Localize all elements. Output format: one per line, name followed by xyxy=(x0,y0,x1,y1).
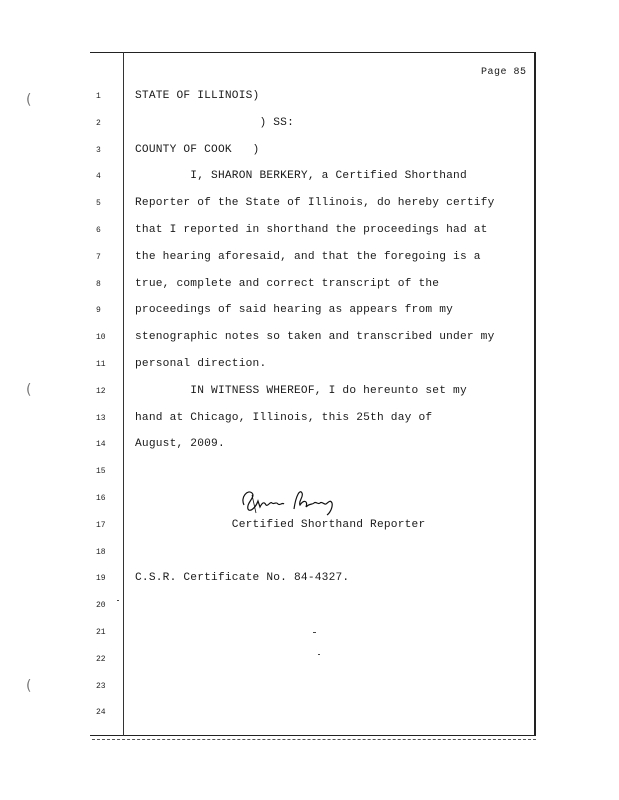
line-number: 5 xyxy=(96,199,101,209)
line-number: 17 xyxy=(96,520,106,530)
transcript-line: Reporter of the State of Illinois, do hereby certify xyxy=(135,197,495,210)
transcript-line: ) SS: xyxy=(135,116,295,129)
line-number: 2 xyxy=(96,118,101,128)
transcript-line: IN WITNESS WHEREOF, I do hereunto set my xyxy=(135,384,467,397)
line-number: 8 xyxy=(96,279,101,289)
hole-punch-mark-icon: ( xyxy=(26,92,32,108)
transcript-line: personal direction. xyxy=(135,358,267,370)
transcript-line: I, SHARON BERKERY, a Certified Shorthand xyxy=(135,170,467,183)
line-number: 6 xyxy=(96,226,101,235)
line-number: 24 xyxy=(96,708,106,718)
line-number: 16 xyxy=(96,494,106,503)
page-number: Page 85 xyxy=(481,67,527,78)
transcript-line: that I reported in shorthand the proceedings had at xyxy=(135,224,488,236)
transcript-line: hand at Chicago, Illinois, this 25th day of xyxy=(135,411,433,424)
line-number: 14 xyxy=(96,440,106,450)
transcript-line: stenographic notes so taken and transcribed under my xyxy=(135,331,495,344)
line-number: 4 xyxy=(96,172,101,182)
line-number: 20 xyxy=(96,601,106,611)
transcript-line: C.S.R. Certificate No. 84-4327. xyxy=(135,572,350,585)
line-number: 3 xyxy=(96,145,101,155)
line-number: 22 xyxy=(96,654,106,664)
line-number: 21 xyxy=(96,628,106,637)
transcript-line: August, 2009. xyxy=(135,438,225,451)
hole-punch-mark-icon: ( xyxy=(26,382,32,398)
line-number: 9 xyxy=(96,306,101,316)
signature-icon xyxy=(238,485,358,517)
line-number-margin-rule xyxy=(123,52,124,736)
transcript-line: the hearing aforesaid, and that the foregoing is a xyxy=(135,250,481,263)
line-number: 12 xyxy=(96,386,106,396)
line-number: 1 xyxy=(96,92,101,101)
line-number: 23 xyxy=(96,681,106,691)
line-number: 18 xyxy=(96,547,106,557)
hole-punch-mark-icon: ( xyxy=(26,678,32,694)
line-number: 7 xyxy=(96,252,101,262)
page-bottom-edge xyxy=(92,736,536,740)
transcript-line: STATE OF ILLINOIS) xyxy=(135,90,260,102)
line-number: 15 xyxy=(96,467,106,477)
transcript-line: true, complete and correct transcript of the xyxy=(135,277,440,290)
scan-speck xyxy=(117,600,119,601)
line-number: 11 xyxy=(96,360,106,369)
line-number: 19 xyxy=(96,574,106,584)
transcript-line: proceedings of said hearing as appears from my xyxy=(135,304,454,317)
line-number: 13 xyxy=(96,413,106,423)
scan-speck xyxy=(313,632,316,633)
scan-speck xyxy=(318,654,320,655)
line-number: 10 xyxy=(96,333,106,343)
transcript-line: COUNTY OF COOK ) xyxy=(135,143,260,156)
transcript-line: Certified Shorthand Reporter xyxy=(135,518,426,531)
